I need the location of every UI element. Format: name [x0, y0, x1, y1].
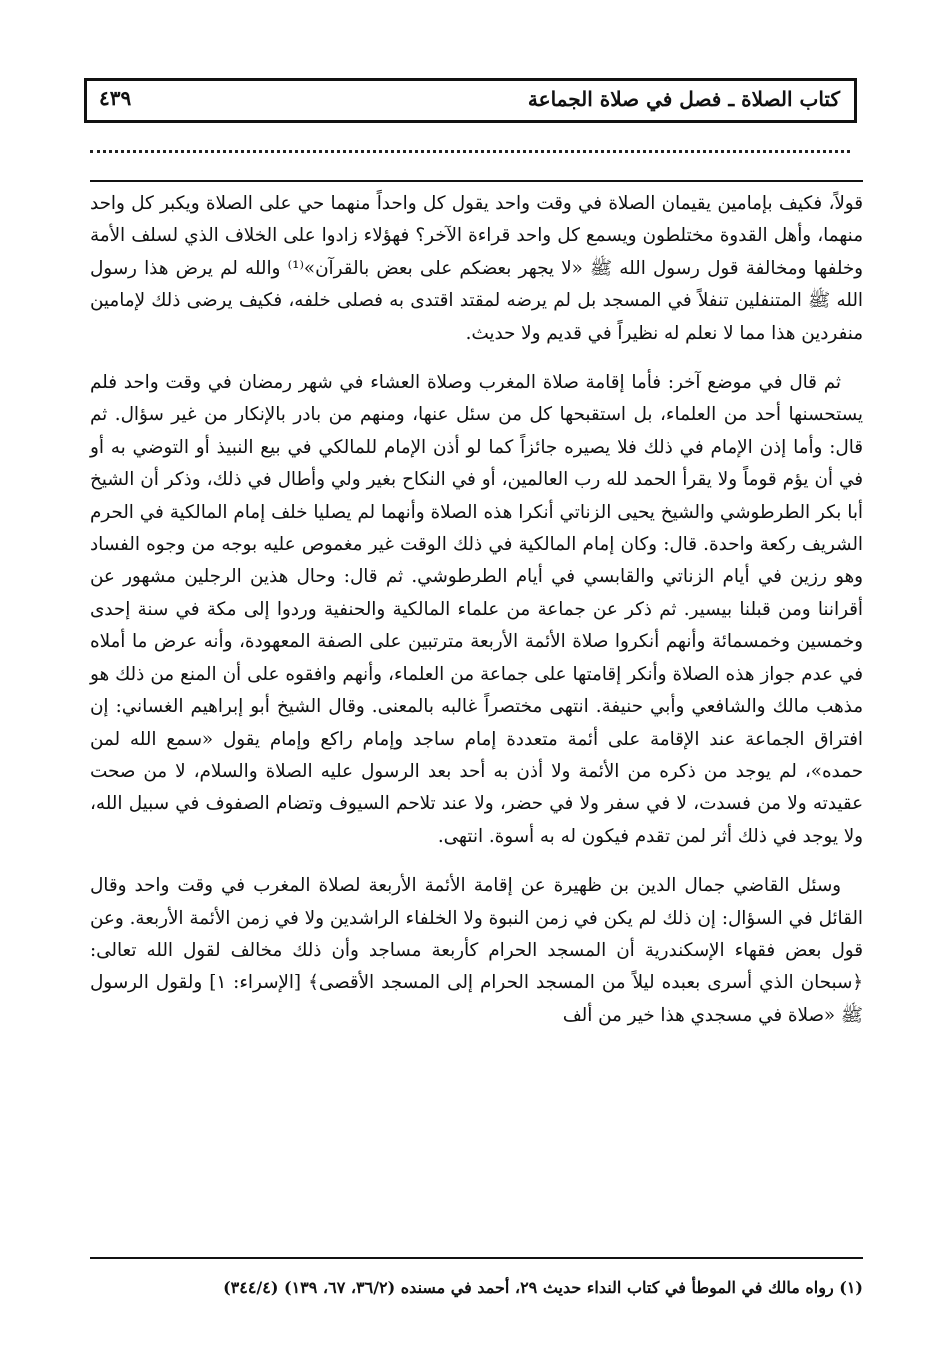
paragraph-1: قولاً، فكيف بإمامين يقيمان الصلاة في وقت واحد يقول كل واحداً منهما حي على الصلاة ويكبر كل واحد منهما، وأهل القدوة مختلطون ويسمع كل واحد قراءة الآخر؟ فهؤلاء زادوا على الخلاف الذي لسلف الأمة وخلفها ومخالفة قول رسول الله ﷺ «لا يجهر بعضكم على بعض بالقرآن»⁽¹⁾ والله لم يرض هذا رسول الله ﷺ المتنفلين تنفلاً في المسجد بل لم يرضه لمقتد اقتدى به فصلى خلفه، فكيف يرضى ذلك لإمامين منفردين هذا مما لا نعلم له نظيراً في قديم ولا حديث. — [90, 193, 864, 344]
main-text — [90, 188, 863, 1032]
footnote: (١) رواه مالك في الموطأ في كتاب النداء حديث ٢٩، أحمد في مسنده (٣٦/٢، ٦٧، ١٣٩) (٣٤٤/٤) — [223, 1278, 863, 1297]
text-top-rule — [90, 180, 863, 182]
page-header — [84, 78, 857, 123]
paragraph-2: ثم قال في موضع آخر: فأما إقامة صلاة المغرب وصلاة العشاء في شهر رمضان في وقت واحد فلم يستحسنها أحد من العلماء، بل استقبحها كل من سئل عنها، ومنهم من بادر بالإنكار من غير سؤال. ثم قال: وأما إذن الإمام في ذلك فلا يصيره جائزاً كما لو أذن الإمام للمالكي في بيع النبيذ أو التوضي به أو في أن يؤم قوماً ولا يقرأ الحمد لله رب العالمين، أو في النكاح بغير ولي وأطال في ذلك، وذكر أن الشيخ أبا بكر الطرطوشي والشيخ يحيى الزناتي أنكرا هذه الصلاة وأنهما لم يصليا خلف إمام المالكية في الحرم الشريف ركعة واحدة. قال: وكان إمام المالكية في ذلك الوقت غير مغموص عليه بوجه من وجوه الفساد وهو رزين في أيام الزناتي والقابسي في أيام الطرطوشي. ثم قال: وحال هذين الرجلين مشهور عن أقراننا ومن قبلنا بيسير. ثم ذكر عن جماعة من علماء المالكية والحنفية وردوا إلى مكة في سنة إحدى وخمسين وخمسمائة وأنهم أنكروا صلاة الأئمة الأربعة مترتبين على الصفة المعهودة، وأنه عرض ما أملاه في عدم جواز هذه الصلاة وأنكر إقامتها على جماعة من العلماء، وأنهم وافقوه على أن المنع من ذلك هو مذهب مالك والشافعي وأبي حنيفة. انتهى مختصراً غالبه بالمعنى. وقال الشيخ أبو إبراهيم الغساني: إن افتراق الجماعة عند الإقامة على أئمة متعددة إمام ساجد وإمام راكع وإمام يقول «سمع الله لمن حمده»، لم يوجد من ذكره من الأئمة ولا أذن به أحد بعد الرسول عليه الصلاة والسلام، لا من صحت عقيدته ولا من فسدت، لا في سفر ولا في حضر، ولا عند تلاحم السيوف وتضام الصفوف في سبيل الله، ولا يوجد في ذلك أثر لمن تقدم فيكون له به أسوة. انتهى. — [90, 372, 863, 847]
dotted-divider — [90, 150, 850, 153]
running-title: كتاب الصلاة ـ فصل في صلاة الجماعة — [527, 87, 840, 111]
footnote-rule — [90, 1257, 863, 1259]
page-number: ٤٣٩ — [99, 86, 132, 110]
paragraph-3: وسئل القاضي جمال الدين بن ظهيرة عن إقامة الأئمة الأربعة لصلاة المغرب في وقت واحد وقال القائل في السؤال: إن ذلك لم يكن في زمن النبوة ولا الخلفاء الراشدين ولا في زمن الأئمة الأربعة. وعن قول بعض فقهاء الإسكندرية أن المسجد الحرام كأربعة مساجد وأن ذلك مخالف لقول الله تعالى: ﴿سبحان الذي أسرى بعبده ليلاً من المسجد الحرام إلى المسجد الأقصى﴾ [الإسراء: ١] ولقول الرسول ﷺ «صلاة في مسجدي هذا خير من ألف — [90, 875, 863, 1026]
